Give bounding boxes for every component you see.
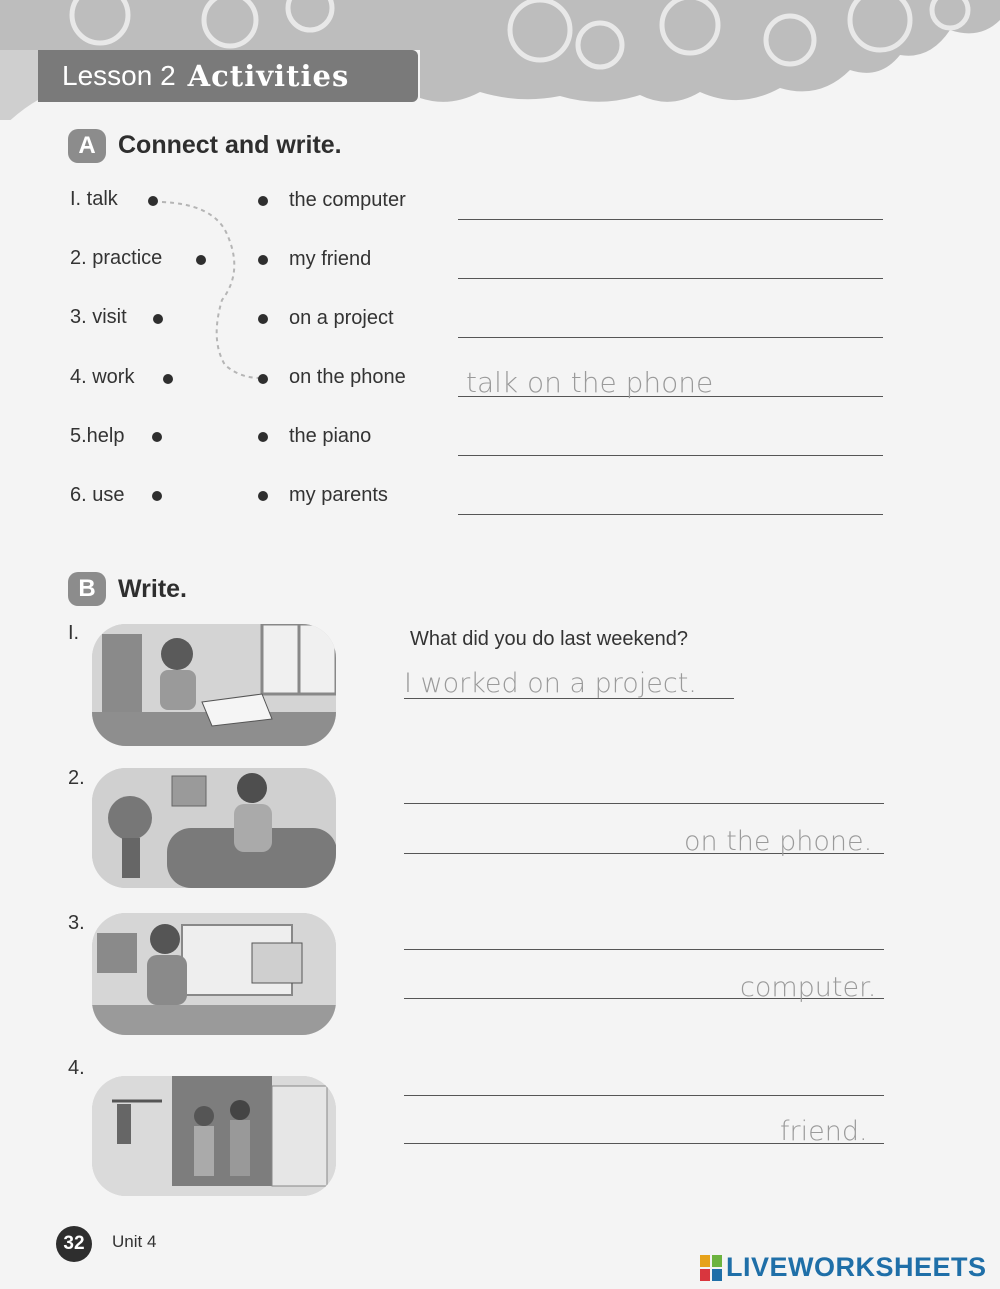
b2-line-1[interactable] [404,803,884,804]
right-dot-3[interactable] [258,314,268,324]
b3-answer-2: computer. [740,972,877,1003]
lesson-title: Activities [187,59,350,93]
answer-line-3[interactable] [458,337,883,338]
section-a-title: Connect and write. [118,131,342,159]
left-item-3: 3. visit [70,306,127,328]
right-item-1: the computer [289,189,406,211]
right-item-2: my friend [289,248,372,270]
b2-answer-2: on the phone. [684,826,873,857]
unit-label: Unit 4 [112,1232,157,1251]
right-item-6: my parents [289,484,388,506]
right-dot-5[interactable] [258,432,268,442]
section-b-badge: B [68,572,106,606]
right-item-4: on the phone [289,366,406,388]
b-item-number-3: 3. [68,912,85,934]
liveworksheets-text: LIVEWORKSHEETS [726,1252,987,1282]
answer-line-6[interactable] [458,514,883,515]
right-dot-2[interactable] [258,255,268,265]
b3-line-1[interactable] [404,949,884,950]
picture-friend [92,1076,336,1196]
b4-line-1[interactable] [404,1095,884,1096]
answer-line-2[interactable] [458,278,883,279]
left-dot-5[interactable] [152,432,162,442]
answer-line-1[interactable] [458,219,883,220]
page-number: 32 [56,1226,92,1262]
connect-line-talk-phone [150,190,270,390]
b-item-number-1: I. [68,622,80,644]
left-item-5: 5.help [70,425,125,447]
b4-answer-2: friend. [780,1116,868,1147]
picture-phone [92,768,336,888]
left-item-6: 6. use [70,484,125,506]
liveworksheets-logo [700,1252,987,1283]
lesson-banner [38,50,418,102]
picture-computer [92,913,336,1035]
right-dot-4[interactable] [258,374,268,384]
lesson-label: Lesson 2 [62,60,176,91]
right-item-3: on a project [289,307,394,329]
liveworksheets-icon [700,1255,722,1281]
section-b-title: Write. [118,575,187,603]
b1-answer-1: I worked on a project. [404,668,697,699]
answer-line-5[interactable] [458,455,883,456]
left-item-4: 4. work [70,366,135,388]
right-dot-6[interactable] [258,491,268,501]
right-item-5: the piano [289,425,372,447]
left-item-2: 2. practice [70,247,163,269]
picture-project [92,624,336,746]
question-text: What did you do last weekend? [410,628,688,650]
section-a-badge: A [68,129,106,163]
b-item-number-2: 2. [68,767,85,789]
left-dot-6[interactable] [152,491,162,501]
b-item-number-4: 4. [68,1057,85,1079]
right-dot-1[interactable] [258,196,268,206]
left-item-1: I. talk [70,188,118,210]
answer-text-4: talk on the phone [466,366,714,399]
